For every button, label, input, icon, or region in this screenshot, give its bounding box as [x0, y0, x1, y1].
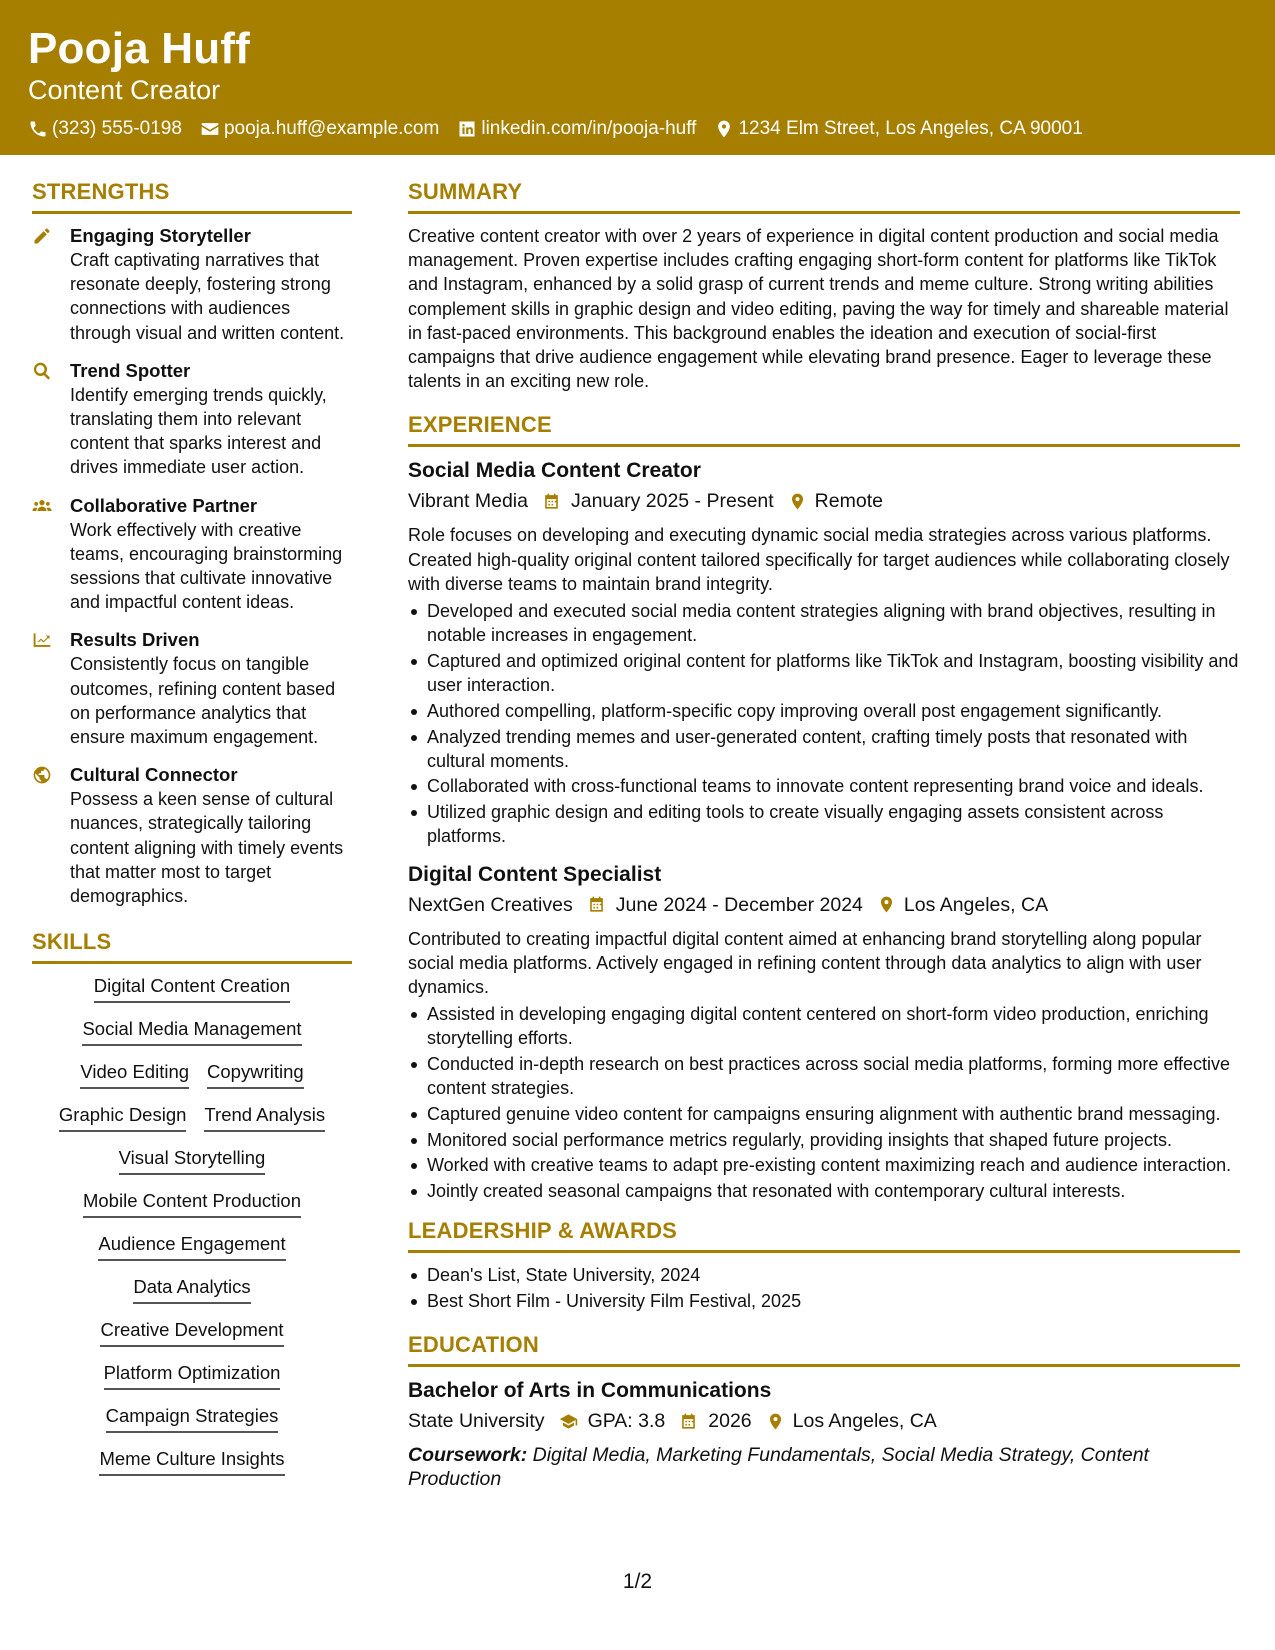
- search-icon: [32, 361, 52, 381]
- job-description: Contributed to creating impactful digital content aimed at enhancing brand storytelling along popular social media platforms. Actively engaged in refining content through data analytics to align with user dynamics.: [408, 928, 1202, 997]
- calendar-icon: [679, 1412, 698, 1431]
- linkedin-link[interactable]: linkedin.com/in/pooja-huff: [481, 118, 697, 139]
- leadership-heading: LEADERSHIP & AWARDS: [408, 1217, 1240, 1253]
- school-name: State University: [408, 1410, 545, 1433]
- job-meta: [408, 487, 1240, 515]
- list-item: Conducted in-depth research on best practices across social media platforms, forming more effective content strategies.: [408, 1052, 1240, 1100]
- resume-header: [0, 0, 1275, 155]
- skill-tag: Trend Analysis: [204, 1103, 325, 1132]
- list-item: Dean's List, State University, 2024: [408, 1263, 1240, 1287]
- skill-tag: Digital Content Creation: [94, 974, 290, 1003]
- summary-heading: SUMMARY: [408, 178, 1240, 214]
- chart-line-icon: [32, 630, 52, 650]
- skill-tag: Copywriting: [207, 1060, 304, 1089]
- contact-phone: [28, 118, 182, 140]
- job-title: Digital Content Specialist: [408, 862, 662, 886]
- envelope-icon: [200, 119, 220, 139]
- right-column: [408, 178, 1240, 1491]
- skills-heading: SKILLS: [32, 928, 352, 964]
- job-company: NextGen Creatives: [408, 893, 573, 916]
- strength-desc: Consistently focus on tangible outcomes, refining content based on performance analytics that ensure maximum engagement.: [70, 654, 336, 748]
- map-pin-icon: [788, 492, 807, 511]
- map-pin-icon: [877, 895, 896, 914]
- skill-tag: Mobile Content Production: [83, 1189, 301, 1218]
- skill-tag: Visual Storytelling: [119, 1146, 266, 1175]
- strength-title: Results Driven: [70, 629, 200, 651]
- education-heading: EDUCATION: [408, 1331, 1240, 1367]
- map-pin-icon: [714, 119, 734, 139]
- phone-icon: [28, 119, 48, 139]
- education-meta: [408, 1407, 1240, 1435]
- list-item: Monitored social performance metrics regularly, providing insights that shaped future projects.: [408, 1128, 1240, 1152]
- page-number: 1/2: [622, 1570, 653, 1593]
- pencil-icon: [32, 226, 52, 246]
- coursework-label: Coursework:: [408, 1444, 528, 1467]
- contact-email[interactable]: [200, 118, 439, 140]
- skill-tag: Audience Engagement: [98, 1232, 285, 1261]
- job-location: Remote: [814, 490, 883, 513]
- list-item: Developed and executed social media content strategies aligning with brand objectives, resulting in notable increases in engagement.: [408, 599, 1240, 647]
- experience-heading: EXPERIENCE: [408, 411, 1240, 447]
- address-text: 1234 Elm Street, Los Angeles, CA 90001: [738, 118, 1083, 139]
- education-location: Los Angeles, CA: [792, 1410, 937, 1433]
- graduation-year: 2026: [708, 1410, 752, 1433]
- contact-address: [714, 118, 1082, 140]
- strength-item: [32, 763, 352, 908]
- list-item: Captured genuine video content for campaigns ensuring alignment with authentic brand messaging.: [408, 1102, 1240, 1126]
- skill-tag: Data Analytics: [133, 1275, 250, 1304]
- phone-text: (323) 555-0198: [52, 118, 182, 139]
- strength-title: Trend Spotter: [70, 359, 191, 381]
- job-meta: [408, 891, 1240, 919]
- list-item: Collaborated with cross-functional teams to innovate content representing brand voice and ideals.: [408, 774, 1240, 798]
- candidate-name: Pooja Huff: [28, 24, 250, 73]
- job-bullets: [408, 599, 1240, 849]
- globe-icon: [32, 765, 52, 785]
- coursework-text: Digital Media, Marketing Fundamentals, Social Media Strategy, Content Production: [408, 1444, 1149, 1491]
- email-link[interactable]: pooja.huff@example.com: [223, 118, 440, 139]
- job-description: Role focuses on developing and executing dynamic social media strategies across various platforms. Created high-quality original content tailored specifically for target audiences while collaborating closely with diverse teams to maintain brand integrity.: [408, 525, 1230, 594]
- calendar-icon: [542, 492, 561, 511]
- contact-bar: [28, 118, 1247, 140]
- strength-item: [32, 359, 352, 480]
- job-dates: June 2024 - December 2024: [615, 893, 863, 916]
- job-location: Los Angeles, CA: [903, 893, 1049, 916]
- strength-desc: Possess a keen sense of cultural nuances, strategically tailoring content aligning with timely events that matter most to target demographics.: [70, 789, 344, 907]
- contact-linkedin[interactable]: [457, 118, 696, 140]
- strengths-heading: STRENGTHS: [32, 178, 352, 214]
- strength-desc: Identify emerging trends quickly, translating them into relevant content that sparks interest and drives immediate user action.: [70, 384, 327, 478]
- gpa-text: GPA: 3.8: [587, 1410, 666, 1433]
- graduation-cap-icon: [559, 1412, 578, 1431]
- skill-tag: Meme Culture Insights: [99, 1447, 284, 1476]
- job-entry: [408, 457, 1240, 848]
- job-company: Vibrant Media: [408, 490, 528, 513]
- summary-text: Creative content creator with over 2 years of experience in digital content production and social media management. Proven expertise includes crafting engaging short-form content for platforms like TikTok and Instagram, enhanced by a solid grasp of current trends and meme culture. Strong writing abilities complement skills in graphic design and video editing, paving the way for timely and shareable material in fast-paced environments. This background enables the ideation and execution of social-first campaigns that drive audience engagement while elevating brand presence. Eager to leverage these talents in an exciting new role.: [408, 226, 1229, 392]
- awards-list: [408, 1263, 1240, 1313]
- strength-item: [32, 494, 352, 615]
- list-item: Analyzed trending memes and user-generated content, crafting timely posts that resonated with cultural moments.: [408, 725, 1240, 773]
- job-entry: [408, 861, 1240, 1204]
- job-bullets: [408, 1002, 1240, 1203]
- list-item: Assisted in developing engaging digital content centered on short-form video production, enriching storytelling efforts.: [408, 1002, 1240, 1050]
- map-pin-icon: [766, 1412, 785, 1431]
- degree-title: Bachelor of Arts in Communications: [408, 1379, 772, 1403]
- skills-list: [32, 974, 352, 1476]
- skill-tag: Graphic Design: [59, 1103, 187, 1132]
- strength-item: [32, 628, 352, 749]
- skill-tag: Creative Development: [100, 1318, 283, 1347]
- strength-title: Cultural Connector: [70, 764, 238, 786]
- candidate-role: Content Creator: [28, 75, 221, 105]
- job-title: Social Media Content Creator: [408, 459, 701, 483]
- list-item: Best Short Film - University Film Festival, 2025: [408, 1289, 1240, 1313]
- users-icon: [32, 496, 52, 516]
- job-dates: January 2025 - Present: [570, 490, 774, 513]
- skill-tag: Video Editing: [80, 1060, 189, 1089]
- strength-desc: Craft captivating narratives that resonate deeply, fostering strong connections with audiences through visual and written content.: [70, 250, 345, 343]
- strength-desc: Work effectively with creative teams, encouraging brainstorming sessions that cultivate innovative and impactful content ideas.: [70, 519, 343, 613]
- list-item: Worked with creative teams to adapt pre-existing content maximizing reach and audience interaction.: [408, 1153, 1240, 1177]
- strength-title: Collaborative Partner: [70, 494, 258, 516]
- coursework: [408, 1443, 1240, 1491]
- calendar-icon: [587, 895, 606, 914]
- left-column: [32, 178, 352, 1490]
- strength-item: [32, 224, 352, 345]
- skill-tag: Campaign Strategies: [106, 1404, 279, 1433]
- linkedin-icon: [457, 119, 477, 139]
- list-item: Utilized graphic design and editing tools to create visually engaging assets consistent across platforms.: [408, 800, 1240, 848]
- skill-tag: Social Media Management: [82, 1017, 301, 1046]
- skill-tag: Platform Optimization: [104, 1361, 281, 1390]
- list-item: Authored compelling, platform-specific copy improving overall post engagement significantly.: [408, 699, 1240, 723]
- list-item: Jointly created seasonal campaigns that resonated with contemporary cultural interests.: [408, 1179, 1240, 1203]
- list-item: Captured and optimized original content for platforms like TikTok and Instagram, boosting visibility and user interaction.: [408, 649, 1240, 697]
- strength-title: Engaging Storyteller: [70, 225, 251, 246]
